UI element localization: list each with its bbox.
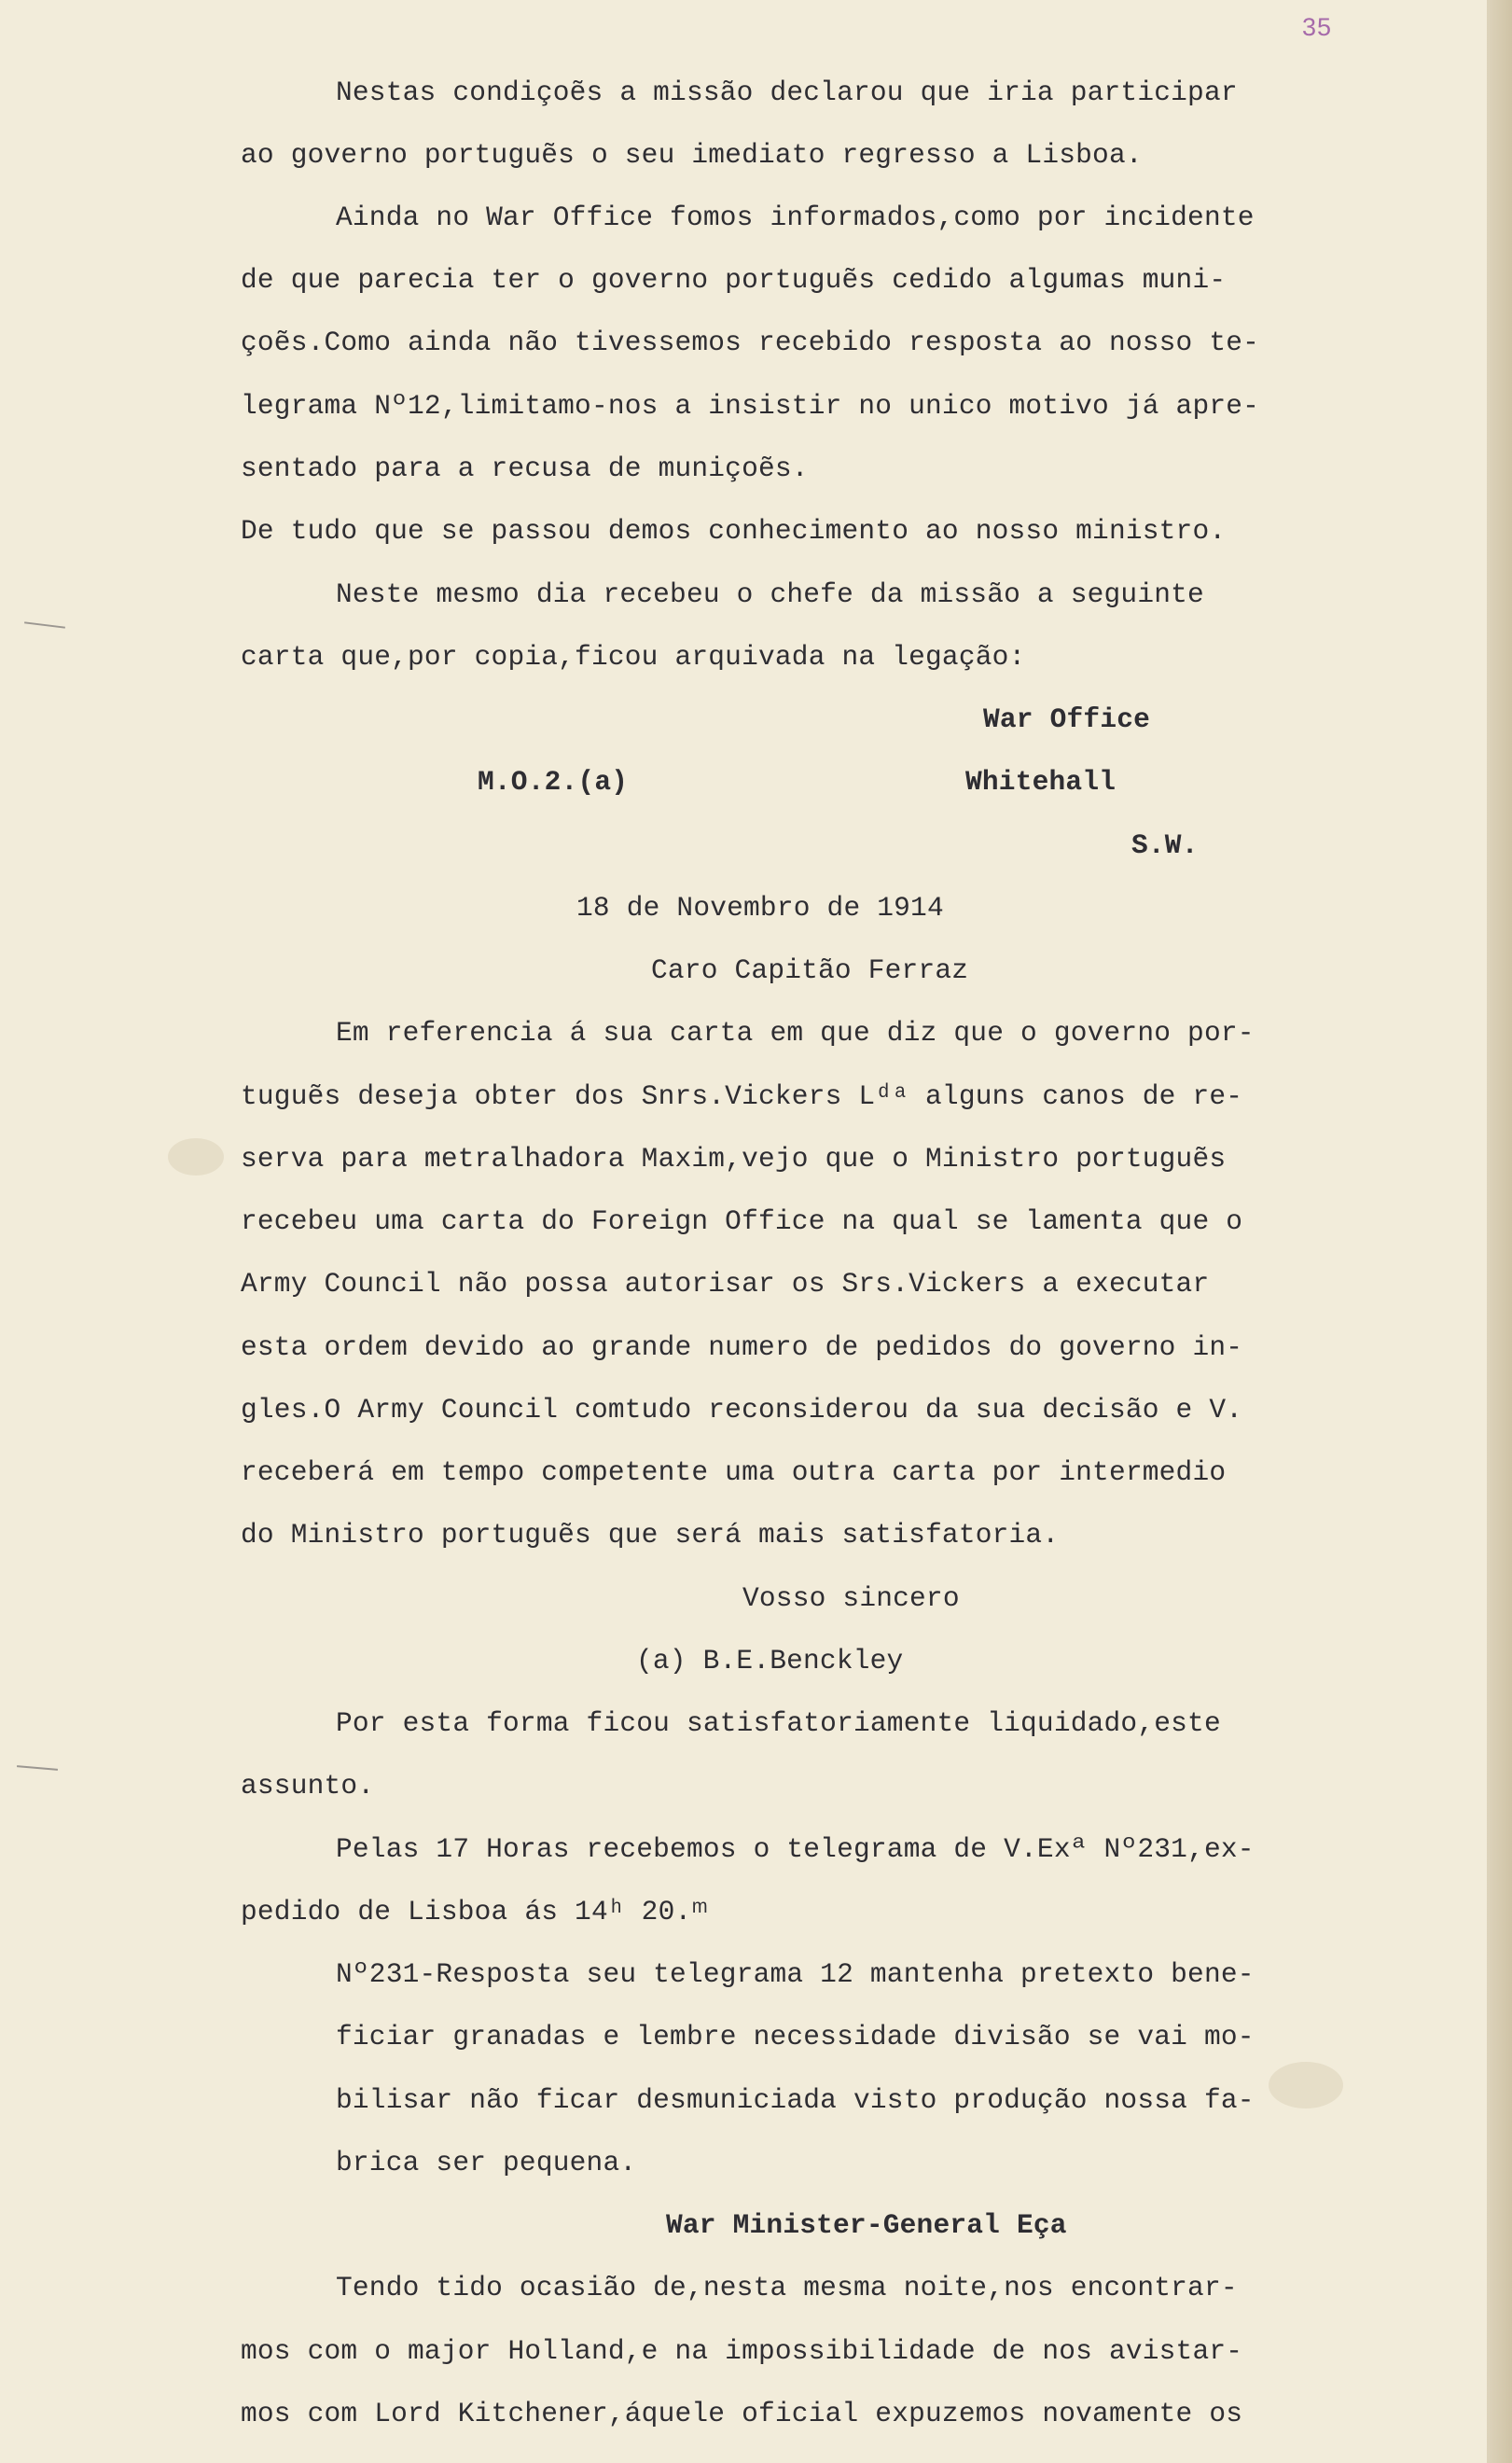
text-line: Nestas condiçoẽs a missão declarou que iria participar <box>336 77 1238 108</box>
text-line: Ainda no War Office fomos informados,como por incidente <box>336 202 1255 233</box>
text-line: gles.O Army Council comtudo reconsiderou da sua decisão e V. <box>241 1394 1243 1426</box>
text-line: De tudo que se passou demos conhecimento ao nosso ministro. <box>241 515 1227 547</box>
text-line: receberá em tempo competente uma outra carta por intermedio <box>241 1456 1227 1488</box>
page-number: 35 <box>1302 13 1333 41</box>
text-line: brica ser pequena. <box>336 2147 637 2178</box>
text-line: Nº231-Resposta seu telegrama 12 mantenha pretexto bene- <box>336 1958 1255 1990</box>
paper-stain <box>168 1138 224 1176</box>
text-line: (a) B.E.Benckley <box>636 1645 904 1677</box>
text-line: Em referencia á sua carta em que diz que o governo por- <box>336 1017 1255 1049</box>
text-line: Whitehall <box>965 766 1117 798</box>
text-line: recebeu uma carta do Foreign Office na qual se lamenta que o <box>241 1205 1243 1237</box>
text-line: carta que,por copia,ficou arquivada na legação: <box>241 641 1026 673</box>
paper-stain <box>1269 2062 1343 2108</box>
margin-mark <box>24 621 65 628</box>
text-line: War Office <box>983 703 1151 735</box>
text-line: bilisar não ficar desmuniciada visto produção nossa fa- <box>336 2084 1255 2116</box>
text-line: Pelas 17 Horas recebemos o telegrama de V.Exª Nº231,ex- <box>336 1833 1255 1865</box>
text-line: Army Council não possa autorisar os Srs.Vickers a executar <box>241 1268 1210 1300</box>
page-edge <box>1487 0 1512 2463</box>
text-line: çoẽs.Como ainda não tivessemos recebido resposta ao nosso te- <box>241 327 1260 358</box>
text-line: assunto. <box>241 1770 375 1802</box>
text-line: Vosso sincero <box>742 1582 960 1614</box>
text-line: Caro Capitão Ferraz <box>651 954 969 986</box>
text-line: de que parecia ter o governo portuguẽs cedido algumas muni- <box>241 264 1227 296</box>
text-line: tuguẽs deseja obter dos Snrs.Vickers Lᵈᵃ alguns canos de re- <box>241 1080 1243 1112</box>
text-line: sentado para a recusa de muniçoẽs. <box>241 452 809 484</box>
text-line: 18 de Novembro de 1914 <box>576 892 944 924</box>
margin-mark <box>17 1765 58 1771</box>
text-line: ficiar granadas e lembre necessidade divisão se vai mo- <box>336 2021 1255 2052</box>
text-line: pedido de Lisboa ás 14ʰ 20.ᵐ <box>241 1896 709 1927</box>
text-line: War Minister-General Eça <box>666 2209 1067 2241</box>
text-line: Tendo tido ocasião de,nesta mesma noite,nos encontrar- <box>336 2272 1238 2303</box>
text-line: M.O.2.(a) <box>478 766 629 798</box>
text-line: mos com Lord Kitchener,áquele oficial expuzemos novamente os <box>241 2398 1243 2429</box>
text-line: esta ordem devido ao grande numero de pedidos do governo in- <box>241 1331 1243 1363</box>
text-line: Neste mesmo dia recebeu o chefe da missão a seguinte <box>336 578 1204 610</box>
text-line: mos com o major Holland,e na impossibilidade de nos avistar- <box>241 2335 1243 2367</box>
text-line: ao governo portuguẽs o seu imediato regresso a Lisboa. <box>241 139 1143 171</box>
text-line: do Ministro portuguẽs que será mais satisfatoria. <box>241 1519 1060 1551</box>
text-line: Por esta forma ficou satisfatoriamente liquidado,este <box>336 1707 1221 1739</box>
text-line: serva para metralhadora Maxim,vejo que o Ministro portuguẽs <box>241 1143 1227 1175</box>
text-line: S.W. <box>1131 829 1199 861</box>
text-line: legrama Nº12,limitamo-nos a insistir no unico motivo já apre- <box>241 390 1260 422</box>
